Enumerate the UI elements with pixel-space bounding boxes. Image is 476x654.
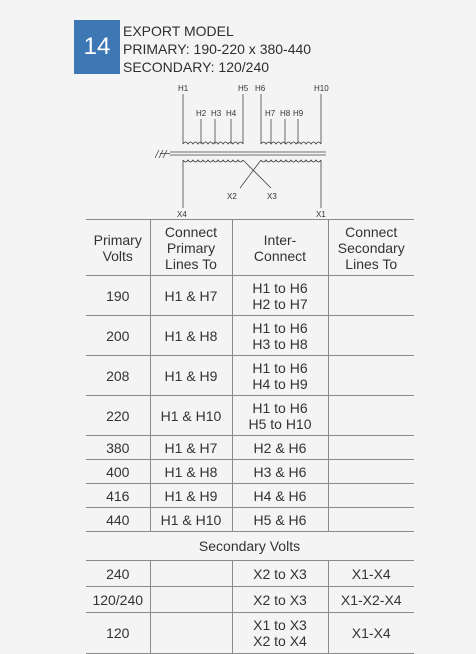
table-row — [86, 436, 414, 460]
cell-lines: H1 & H10 — [150, 396, 232, 436]
header-connect-primary — [150, 220, 232, 276]
label-h8: H8 — [280, 109, 291, 118]
secondary-coil-left — [183, 160, 243, 162]
cell-volts: 200 — [86, 316, 150, 356]
cell-text: H1 to H6 — [252, 359, 308, 376]
cell-secondary — [328, 276, 414, 316]
cell-volts: 400 — [86, 460, 150, 484]
cell-text: H1 to H6 — [252, 399, 308, 416]
secondary-spec: SECONDARY: 120/240 — [123, 59, 270, 75]
cell-volts: 208 — [86, 356, 150, 396]
cell-secondary — [328, 396, 414, 436]
label-x3: X3 — [267, 192, 277, 201]
table-row — [86, 484, 414, 508]
header-text: Primary — [166, 239, 216, 256]
secondary-section-row — [86, 532, 414, 561]
cell-interconnect — [232, 276, 328, 316]
diagram-number-badge — [74, 20, 120, 74]
header-primary-volts — [86, 220, 150, 276]
header-text: Connect — [345, 223, 398, 240]
cell-interconnect — [232, 613, 328, 654]
primary-coil-left — [183, 142, 243, 144]
cell-lines — [150, 561, 232, 587]
table-row — [86, 561, 414, 587]
header-text: Secondary — [337, 239, 405, 256]
cell-volts: 416 — [86, 484, 150, 508]
cell-secondary: X1-X2-X4 — [328, 587, 414, 613]
primary-spec: PRIMARY: 190-220 x 380-440 — [123, 41, 312, 57]
cell-lines: H1 & H9 — [150, 484, 232, 508]
cell-interconnect — [232, 356, 328, 396]
table-row — [86, 356, 414, 396]
cell-interconnect: H2 & H6 — [232, 436, 328, 460]
header-interconnect — [232, 220, 328, 276]
cell-text: X1 to X3 — [253, 617, 307, 633]
label-x2: X2 — [227, 192, 237, 201]
table-row — [86, 613, 414, 654]
table-row — [86, 276, 414, 316]
label-h6: H6 — [255, 84, 266, 93]
cell-text: H1 to H6 — [252, 279, 308, 296]
secondary-coil-right — [261, 160, 321, 162]
cell-text: H1 to H6 — [252, 319, 308, 336]
cell-text: X2 to X4 — [253, 633, 307, 649]
cell-secondary — [328, 356, 414, 396]
cell-lines: H1 & H8 — [150, 316, 232, 356]
header-text: Connect — [164, 223, 218, 240]
label-h1: H1 — [178, 84, 189, 93]
label-h9: H9 — [293, 109, 304, 118]
cell-lines — [150, 587, 232, 613]
cell-secondary — [328, 316, 414, 356]
label-h5: H5 — [238, 84, 249, 93]
ground-hatch-3 — [155, 150, 159, 158]
cell-text: H4 to H9 — [252, 375, 308, 392]
cell-volts: 120 — [86, 613, 150, 654]
cell-secondary: X1-X4 — [328, 561, 414, 587]
cell-volts: 440 — [86, 508, 150, 532]
cell-lines: H1 & H8 — [150, 460, 232, 484]
header-text: Volts — [102, 247, 133, 264]
cell-text: H5 to H10 — [248, 415, 312, 432]
cell-volts: 190 — [86, 276, 150, 316]
cell-interconnect: X2 to X3 — [232, 561, 328, 587]
cell-lines: H1 & H7 — [150, 276, 232, 316]
table-row — [86, 316, 414, 356]
label-h3: H3 — [211, 109, 222, 118]
header-text: Connect — [253, 247, 307, 264]
connection-table — [86, 219, 414, 654]
secondary-volts-label — [86, 532, 414, 561]
cell-interconnect — [232, 316, 328, 356]
cell-lines: H1 & H10 — [150, 508, 232, 532]
diagram-number: 14 — [83, 33, 111, 60]
secondary-label-text: Secondary Volts — [198, 538, 301, 554]
ground-hatch-1 — [163, 150, 167, 158]
cell-lines — [150, 613, 232, 654]
cell-text: H3 to H8 — [252, 335, 308, 352]
header-text: Lines To — [345, 255, 398, 272]
cell-interconnect: H3 & H6 — [232, 460, 328, 484]
label-h2: H2 — [196, 109, 207, 118]
cell-lines: H1 & H9 — [150, 356, 232, 396]
cell-secondary — [328, 460, 414, 484]
cell-lines: H1 & H7 — [150, 436, 232, 460]
cell-interconnect: X2 to X3 — [232, 587, 328, 613]
label-x4: X4 — [177, 210, 187, 219]
lead-x2 — [243, 160, 271, 188]
cell-secondary — [328, 436, 414, 460]
label-h7: H7 — [265, 109, 276, 118]
lead-x3 — [240, 160, 261, 188]
label-h10: H10 — [314, 84, 329, 93]
cell-secondary: X1-X4 — [328, 613, 414, 654]
cell-secondary — [328, 508, 414, 532]
model-title: EXPORT MODEL — [123, 23, 234, 39]
label-h4: H4 — [226, 109, 237, 118]
header-text: Primary — [93, 231, 142, 248]
header-text: Lines To — [165, 255, 217, 272]
ground-hatch-2 — [159, 150, 163, 158]
table-row — [86, 460, 414, 484]
cell-volts: 220 — [86, 396, 150, 436]
transformer-schematic — [150, 80, 350, 220]
cell-text: H2 to H7 — [252, 295, 308, 312]
cell-interconnect — [232, 396, 328, 436]
cell-volts: 120/240 — [86, 587, 150, 613]
cell-volts: 240 — [86, 561, 150, 587]
table-header-row — [86, 220, 414, 276]
cell-secondary — [328, 484, 414, 508]
cell-volts: 380 — [86, 436, 150, 460]
header-text: Inter- — [263, 231, 297, 248]
cell-interconnect: H5 & H6 — [232, 508, 328, 532]
table-row — [86, 587, 414, 613]
cell-interconnect: H4 & H6 — [232, 484, 328, 508]
header-connect-secondary — [328, 220, 414, 276]
primary-coil-right — [261, 142, 321, 144]
table-row — [86, 396, 414, 436]
label-x1: X1 — [316, 210, 326, 219]
table-row — [86, 508, 414, 532]
